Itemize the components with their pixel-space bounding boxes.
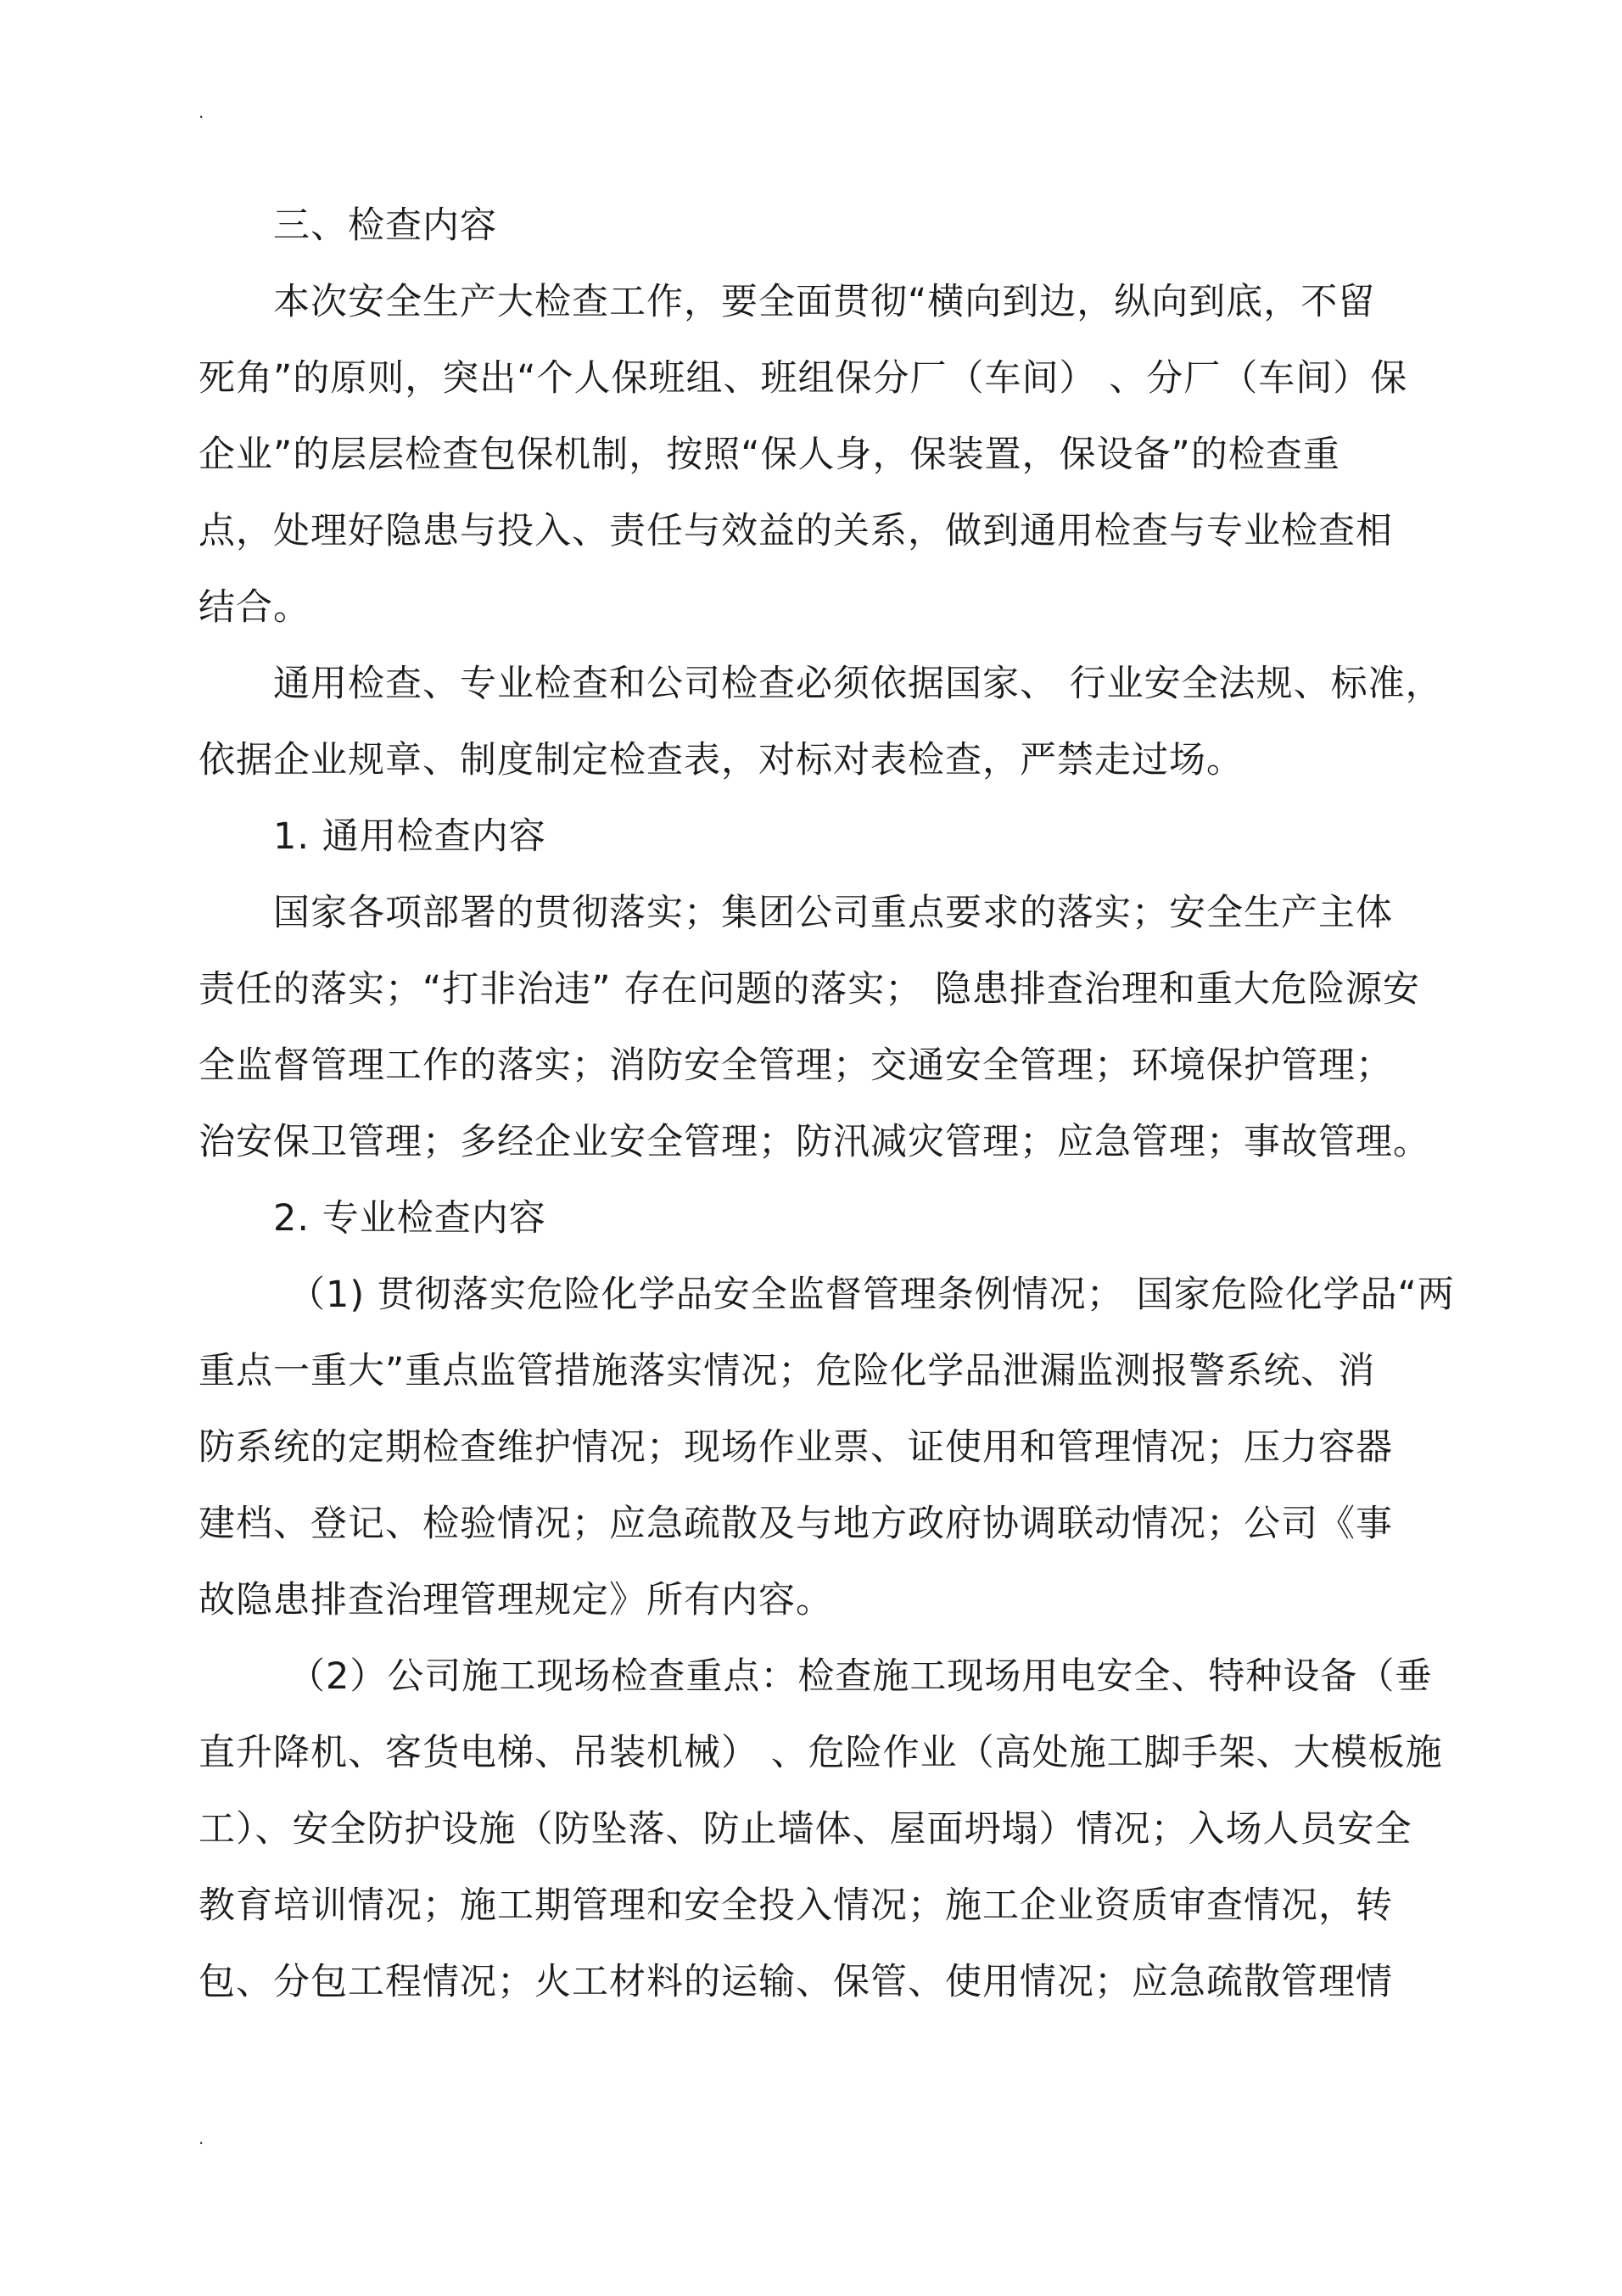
paragraph-line: （2）公司施工现场检查重点：检查施工现场用电安全、特种设备（垂 [288, 1655, 1433, 1698]
page-mark-top: . [199, 102, 204, 122]
paragraph-line: 本次安全生产大检查工作，要全面贯彻“横向到边，纵向到底，不留 [273, 281, 1376, 323]
paragraph-line: 责任的落实；“打非治违” 存在问题的落实； 隐患排查治理和重大危险源安 [199, 968, 1420, 1011]
page-mark-bottom: . [199, 2128, 204, 2148]
paragraph-line: 点，处理好隐患与投入、责任与效益的关系，做到通用检查与专业检查相 [199, 510, 1393, 552]
paragraph-line: 防系统的定期检查维护情况；现场作业票、证使用和管理情况；压力容器 [199, 1426, 1393, 1469]
paragraph-line: 死角”的原则，突出“个人保班组、班组保分厂（车间） 、分厂（车间）保 [199, 357, 1408, 400]
paragraph-line: 重点一重大”重点监管措施落实情况；危险化学品泄漏监测报警系统、消 [199, 1350, 1376, 1392]
paragraph-line: 依据企业规章、制度制定检查表，对标对表检查，严禁走过场。 [199, 739, 1244, 781]
paragraph-line: 故隐患排查治理管理规定》所有内容。 [199, 1579, 833, 1621]
paragraph-line: 国家各项部署的贯彻落实；集团公司重点要求的落实；安全生产主体 [273, 892, 1393, 934]
paragraph-line: 企业”的层层检查包保机制，按照“保人身，保装置，保设备”的检查重 [199, 434, 1340, 476]
section-heading: 三、检查内容 [273, 204, 497, 247]
subsection-heading: 2. 专业检查内容 [273, 1197, 546, 1240]
paragraph-line: 建档、登记、检验情况；应急疏散及与地方政府协调联动情况；公司《事 [199, 1503, 1393, 1545]
paragraph-line: 结合。 [199, 586, 310, 629]
paragraph-line: （1) 贯彻落实危险化学品安全监督管理条例情况； 国家危险化学品“两 [288, 1274, 1455, 1316]
paragraph-line: 包、分包工程情况；火工材料的运输、保管、使用情况；应急疏散管理情 [199, 1961, 1393, 2003]
subsection-heading: 1. 通用检查内容 [273, 815, 546, 858]
paragraph-line: 工）、安全防护设施（防坠落、防止墙体、屋面坍塌）情况；入场人员安全 [199, 1808, 1412, 1851]
paragraph-line: 治安保卫管理；多经企业安全管理；防汛减灾管理；应急管理；事故管理。 [199, 1121, 1430, 1163]
paragraph-line: 通用检查、专业检查和公司检查必须依据国家、 行业安全法规、标准， [273, 663, 1443, 705]
paragraph-line: 教育培训情况；施工期管理和安全投入情况；施工企业资质审查情况，转 [199, 1884, 1393, 1927]
paragraph-line: 全监督管理工作的落实；消防安全管理；交通安全管理；环境保护管理； [199, 1044, 1393, 1087]
paragraph-line: 直升降机、客货电梯、吊装机械） 、危险作业（高处施工脚手架、大模板施 [199, 1732, 1443, 1774]
